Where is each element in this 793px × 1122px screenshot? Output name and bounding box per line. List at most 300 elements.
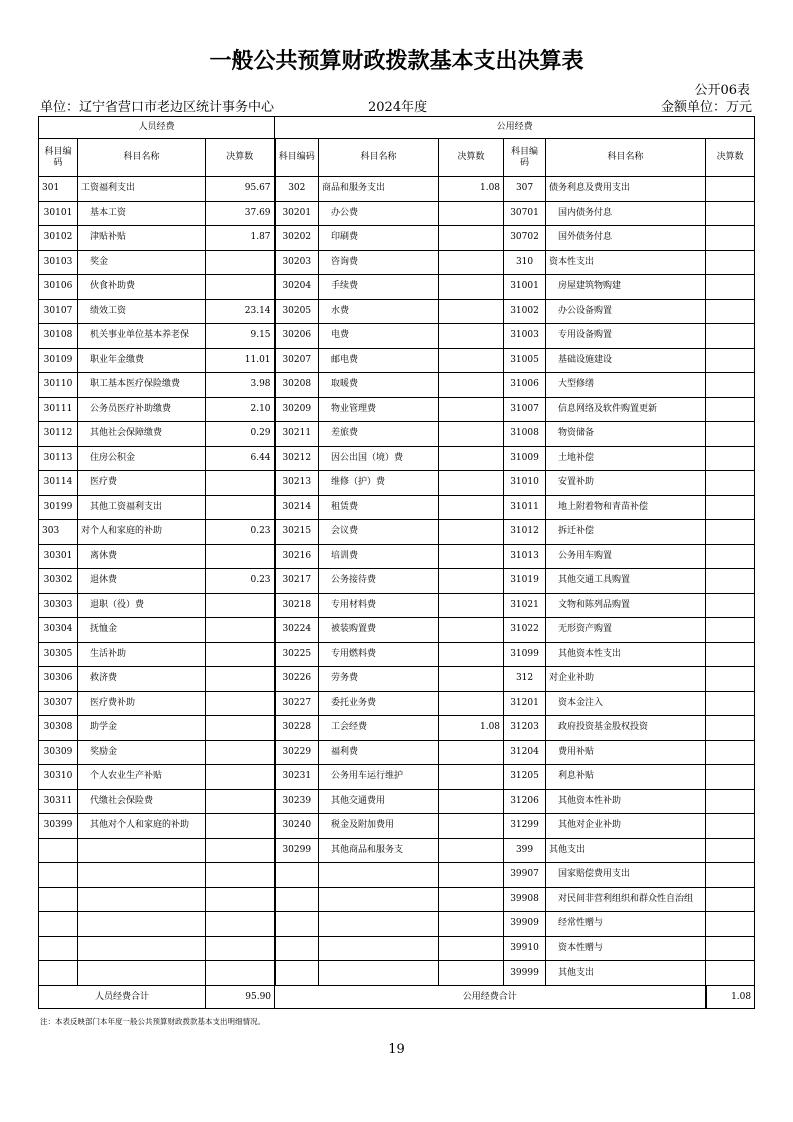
item-name: 离休费 [78, 544, 206, 569]
item-name: 福利费 [319, 740, 439, 765]
item-amount [206, 814, 275, 839]
table-row [39, 373, 755, 398]
item-name: 公务用车购置 [546, 544, 706, 569]
item-amount [206, 593, 275, 618]
item-name: 委托业务费 [319, 691, 439, 716]
item-code [39, 863, 78, 888]
item-name: 因公出国（境）费 [319, 446, 439, 471]
item-code: 399 [504, 838, 546, 863]
item-code [39, 887, 78, 912]
item-code: 31009 [504, 446, 546, 471]
item-name: 地上附着物和青苗补偿 [546, 495, 706, 520]
item-code: 30114 [39, 471, 78, 496]
table-row [39, 275, 755, 300]
item-code [275, 912, 319, 937]
item-amount [706, 177, 755, 202]
item-amount [206, 838, 275, 863]
item-amount [439, 446, 504, 471]
item-name: 税金及附加费用 [319, 814, 439, 839]
item-code: 30112 [39, 422, 78, 447]
item-code: 30109 [39, 348, 78, 373]
item-code: 30209 [275, 397, 319, 422]
col-header-amount: 决算数 [206, 139, 275, 177]
item-code: 30199 [39, 495, 78, 520]
item-amount: 0.29 [206, 422, 275, 447]
item-name: 奖金 [78, 250, 206, 275]
item-amount [206, 250, 275, 275]
item-name: 其他商品和服务支 [319, 838, 439, 863]
table-row [39, 716, 755, 741]
item-amount [439, 299, 504, 324]
item-amount [439, 789, 504, 814]
item-name: 工会经费 [319, 716, 439, 741]
item-name: 劳务费 [319, 667, 439, 692]
col-header-amount: 决算数 [439, 139, 504, 177]
item-name: 办公费 [319, 201, 439, 226]
item-amount [206, 275, 275, 300]
table-row [39, 250, 755, 275]
item-name: 国家赔偿费用支出 [546, 863, 706, 888]
item-code: 31005 [504, 348, 546, 373]
item-code [39, 961, 78, 986]
item-code: 31203 [504, 716, 546, 741]
item-name: 利息补贴 [546, 765, 706, 790]
item-name: 其他工资福利支出 [78, 495, 206, 520]
item-amount [206, 495, 275, 520]
item-code: 39908 [504, 887, 546, 912]
item-name: 差旅费 [319, 422, 439, 447]
table-row [39, 348, 755, 373]
item-amount [206, 961, 275, 986]
table-row [39, 814, 755, 839]
item-code: 31002 [504, 299, 546, 324]
item-code: 30227 [275, 691, 319, 716]
item-name: 专用材料费 [319, 593, 439, 618]
item-name: 国内债务付息 [546, 201, 706, 226]
table-body [39, 177, 755, 986]
item-name: 职工基本医疗保险缴费 [78, 373, 206, 398]
item-code: 30102 [39, 226, 78, 251]
item-amount [706, 226, 755, 251]
item-amount [439, 495, 504, 520]
item-code: 30231 [275, 765, 319, 790]
item-code: 30211 [275, 422, 319, 447]
item-amount [439, 544, 504, 569]
item-name: 对民间非营利组织和群众性自治组 [546, 887, 706, 912]
item-name: 手续费 [319, 275, 439, 300]
item-code: 31007 [504, 397, 546, 422]
item-amount [706, 520, 755, 545]
item-amount [206, 936, 275, 961]
table-row [39, 740, 755, 765]
item-amount: 0.23 [206, 520, 275, 545]
item-name [319, 887, 439, 912]
item-name: 奖励金 [78, 740, 206, 765]
item-name [78, 936, 206, 961]
item-amount: 11.01 [206, 348, 275, 373]
item-name: 其他交通费用 [319, 789, 439, 814]
item-code: 30203 [275, 250, 319, 275]
item-name: 退休费 [78, 569, 206, 594]
item-amount: 0.23 [206, 569, 275, 594]
item-code: 30240 [275, 814, 319, 839]
item-amount [706, 667, 755, 692]
item-code [39, 912, 78, 937]
item-name: 职业年金缴费 [78, 348, 206, 373]
item-amount [439, 324, 504, 349]
item-amount [206, 740, 275, 765]
item-amount [706, 887, 755, 912]
item-code: 30202 [275, 226, 319, 251]
total-row [39, 986, 755, 1009]
item-name: 住房公积金 [78, 446, 206, 471]
item-amount [706, 569, 755, 594]
item-name [78, 961, 206, 986]
amount-unit: 金额单位：万元 [660, 100, 752, 115]
item-amount: 1.87 [206, 226, 275, 251]
item-code: 30101 [39, 201, 78, 226]
col-header-name: 科目名称 [319, 139, 439, 177]
item-amount [439, 912, 504, 937]
item-amount [706, 471, 755, 496]
item-code [39, 838, 78, 863]
item-amount: 2.10 [206, 397, 275, 422]
item-code: 31206 [504, 789, 546, 814]
public-total-amount: 1.08 [706, 986, 755, 1009]
table-row [39, 961, 755, 986]
item-name: 国外债务付息 [546, 226, 706, 251]
item-name: 水费 [319, 299, 439, 324]
item-name: 医疗费 [78, 471, 206, 496]
item-code: 31019 [504, 569, 546, 594]
item-code: 31201 [504, 691, 546, 716]
col-header-code: 科目编码 [504, 139, 546, 177]
item-name: 公务用车运行维护 [319, 765, 439, 790]
item-name: 费用补贴 [546, 740, 706, 765]
item-code: 31010 [504, 471, 546, 496]
item-amount [439, 765, 504, 790]
item-amount [439, 863, 504, 888]
item-code [275, 961, 319, 986]
item-code: 30308 [39, 716, 78, 741]
item-amount [439, 814, 504, 839]
item-code: 31299 [504, 814, 546, 839]
item-amount [439, 397, 504, 422]
item-name: 津贴补贴 [78, 226, 206, 251]
item-name: 公务接待费 [319, 569, 439, 594]
item-code: 31006 [504, 373, 546, 398]
col-header-code: 科目编码 [39, 139, 78, 177]
table-row [39, 544, 755, 569]
item-amount [706, 961, 755, 986]
table-row [39, 887, 755, 912]
item-code: 30311 [39, 789, 78, 814]
item-name: 代缴社会保险费 [78, 789, 206, 814]
item-name: 文物和陈列品购置 [546, 593, 706, 618]
item-amount [706, 814, 755, 839]
item-amount [439, 275, 504, 300]
page-number: 19 [388, 1042, 405, 1057]
item-code: 30701 [504, 201, 546, 226]
item-name: 伙食补助费 [78, 275, 206, 300]
table-row [39, 422, 755, 447]
item-amount [206, 642, 275, 667]
table-row [39, 569, 755, 594]
item-code: 303 [39, 520, 78, 545]
report-year: 2024年度 [368, 100, 428, 115]
item-code: 30224 [275, 618, 319, 643]
item-name: 其他对个人和家庭的补助 [78, 814, 206, 839]
item-amount [706, 250, 755, 275]
item-amount [706, 691, 755, 716]
item-name: 电费 [319, 324, 439, 349]
item-name: 资本性赠与 [546, 936, 706, 961]
item-code: 307 [504, 177, 546, 202]
item-code: 30113 [39, 446, 78, 471]
item-name [319, 912, 439, 937]
item-amount [439, 471, 504, 496]
table-row [39, 618, 755, 643]
item-name: 其他支出 [546, 838, 706, 863]
item-name: 安置补助 [546, 471, 706, 496]
item-amount: 37.69 [206, 201, 275, 226]
item-amount [706, 912, 755, 937]
item-amount [439, 691, 504, 716]
table-row [39, 789, 755, 814]
item-code: 30302 [39, 569, 78, 594]
item-code: 30215 [275, 520, 319, 545]
table-row [39, 520, 755, 545]
item-code: 312 [504, 667, 546, 692]
item-code: 30226 [275, 667, 319, 692]
item-name: 维修（护）费 [319, 471, 439, 496]
item-amount [706, 348, 755, 373]
item-amount [706, 373, 755, 398]
item-code: 301 [39, 177, 78, 202]
item-name: 对企业补助 [546, 667, 706, 692]
col-header-code: 科目编码 [275, 139, 319, 177]
item-name: 助学金 [78, 716, 206, 741]
item-name [78, 912, 206, 937]
item-amount: 23.14 [206, 299, 275, 324]
item-amount [706, 495, 755, 520]
item-amount [439, 961, 504, 986]
item-amount: 1.08 [439, 716, 504, 741]
item-code: 30225 [275, 642, 319, 667]
item-code: 39909 [504, 912, 546, 937]
item-name: 邮电费 [319, 348, 439, 373]
item-name: 租赁费 [319, 495, 439, 520]
item-name: 土地补偿 [546, 446, 706, 471]
item-code: 30111 [39, 397, 78, 422]
item-name: 大型修缮 [546, 373, 706, 398]
item-name: 拆迁补偿 [546, 520, 706, 545]
item-name: 信息网络及软件购置更新 [546, 397, 706, 422]
expenditure-table [38, 116, 755, 1009]
item-code: 31011 [504, 495, 546, 520]
item-amount [439, 250, 504, 275]
item-amount [439, 642, 504, 667]
item-name: 个人农业生产补贴 [78, 765, 206, 790]
item-name: 房屋建筑物购建 [546, 275, 706, 300]
table-row [39, 226, 755, 251]
table-row [39, 593, 755, 618]
table-row [39, 691, 755, 716]
page-title: 一般公共预算财政拨款基本支出决算表 [209, 49, 584, 74]
item-name: 被装购置费 [319, 618, 439, 643]
item-code: 31204 [504, 740, 546, 765]
item-code: 30702 [504, 226, 546, 251]
item-code: 30216 [275, 544, 319, 569]
item-amount [439, 618, 504, 643]
item-code: 30107 [39, 299, 78, 324]
item-amount [439, 887, 504, 912]
col-header-amount: 决算数 [706, 139, 755, 177]
item-code [275, 887, 319, 912]
item-name: 培训费 [319, 544, 439, 569]
item-code: 30206 [275, 324, 319, 349]
item-code: 39999 [504, 961, 546, 986]
item-name: 资本金注入 [546, 691, 706, 716]
item-code: 30208 [275, 373, 319, 398]
table-row [39, 201, 755, 226]
item-amount [206, 716, 275, 741]
item-code: 30228 [275, 716, 319, 741]
item-amount: 9.15 [206, 324, 275, 349]
item-name: 其他交通工具购置 [546, 569, 706, 594]
table-row [39, 667, 755, 692]
item-amount [439, 201, 504, 226]
item-amount [206, 471, 275, 496]
col-header-name: 科目名称 [546, 139, 706, 177]
item-amount [706, 936, 755, 961]
table-row [39, 299, 755, 324]
column-header-row [39, 139, 755, 177]
group-header-row [39, 117, 755, 139]
item-code: 31001 [504, 275, 546, 300]
info-row [40, 96, 752, 114]
item-code: 30106 [39, 275, 78, 300]
table-row [39, 912, 755, 937]
item-code: 30307 [39, 691, 78, 716]
item-amount: 3.98 [206, 373, 275, 398]
item-name: 机关事业单位基本养老保 [78, 324, 206, 349]
item-name: 专用设备购置 [546, 324, 706, 349]
item-name: 商品和服务支出 [319, 177, 439, 202]
item-code: 30201 [275, 201, 319, 226]
table-row [39, 495, 755, 520]
item-code: 31013 [504, 544, 546, 569]
table-row [39, 838, 755, 863]
item-name: 救济费 [78, 667, 206, 692]
item-amount [706, 544, 755, 569]
item-amount [206, 544, 275, 569]
item-code: 31205 [504, 765, 546, 790]
item-name: 取暖费 [319, 373, 439, 398]
item-code: 30304 [39, 618, 78, 643]
item-amount [706, 838, 755, 863]
item-amount [706, 618, 755, 643]
item-name: 其他社会保障缴费 [78, 422, 206, 447]
item-code: 30239 [275, 789, 319, 814]
unit-name: 单位：辽宁省营口市老边区统计事务中心 [40, 100, 275, 115]
item-code: 30229 [275, 740, 319, 765]
item-name [78, 887, 206, 912]
item-name: 无形资产购置 [546, 618, 706, 643]
table-row [39, 765, 755, 790]
item-code: 30306 [39, 667, 78, 692]
item-amount [206, 912, 275, 937]
item-amount [206, 667, 275, 692]
item-amount [439, 593, 504, 618]
item-code: 30110 [39, 373, 78, 398]
item-code: 31022 [504, 618, 546, 643]
item-amount [706, 789, 755, 814]
item-code: 30305 [39, 642, 78, 667]
item-name: 印刷费 [319, 226, 439, 251]
item-code: 31012 [504, 520, 546, 545]
item-amount [706, 299, 755, 324]
item-code: 30309 [39, 740, 78, 765]
item-code: 30213 [275, 471, 319, 496]
item-name: 基础设施建设 [546, 348, 706, 373]
item-code: 30204 [275, 275, 319, 300]
personnel-total-amount: 95.90 [206, 986, 275, 1009]
item-code: 30299 [275, 838, 319, 863]
item-amount [706, 642, 755, 667]
item-code [275, 936, 319, 961]
footnote: 注：本表反映部门本年度一般公共预算财政拨款基本支出明细情况。 [40, 1017, 265, 1026]
col-header-name: 科目名称 [78, 139, 206, 177]
item-amount [206, 863, 275, 888]
item-code: 30212 [275, 446, 319, 471]
item-name: 工资福利支出 [78, 177, 206, 202]
item-name: 公务员医疗补助缴费 [78, 397, 206, 422]
public-total-label: 公用经费合计 [275, 986, 706, 1009]
item-amount [439, 740, 504, 765]
item-amount [706, 716, 755, 741]
item-amount [706, 863, 755, 888]
item-code: 30103 [39, 250, 78, 275]
table-row [39, 397, 755, 422]
item-name: 资本性支出 [546, 250, 706, 275]
item-name: 物业管理费 [319, 397, 439, 422]
item-amount [439, 936, 504, 961]
item-amount [206, 691, 275, 716]
item-name: 绩效工资 [78, 299, 206, 324]
item-name: 会议费 [319, 520, 439, 545]
table-row [39, 446, 755, 471]
item-amount [706, 593, 755, 618]
item-name [319, 936, 439, 961]
item-code: 31021 [504, 593, 546, 618]
item-amount [439, 226, 504, 251]
item-name: 物资储备 [546, 422, 706, 447]
item-name: 其他资本性支出 [546, 642, 706, 667]
item-amount [206, 887, 275, 912]
table-row [39, 936, 755, 961]
table-row [39, 642, 755, 667]
item-code [275, 863, 319, 888]
item-name: 其他资本性补助 [546, 789, 706, 814]
table-row [39, 324, 755, 349]
item-code: 310 [504, 250, 546, 275]
item-name: 生活补助 [78, 642, 206, 667]
item-code: 302 [275, 177, 319, 202]
item-amount [206, 789, 275, 814]
item-amount: 1.08 [439, 177, 504, 202]
item-name: 对个人和家庭的补助 [78, 520, 206, 545]
